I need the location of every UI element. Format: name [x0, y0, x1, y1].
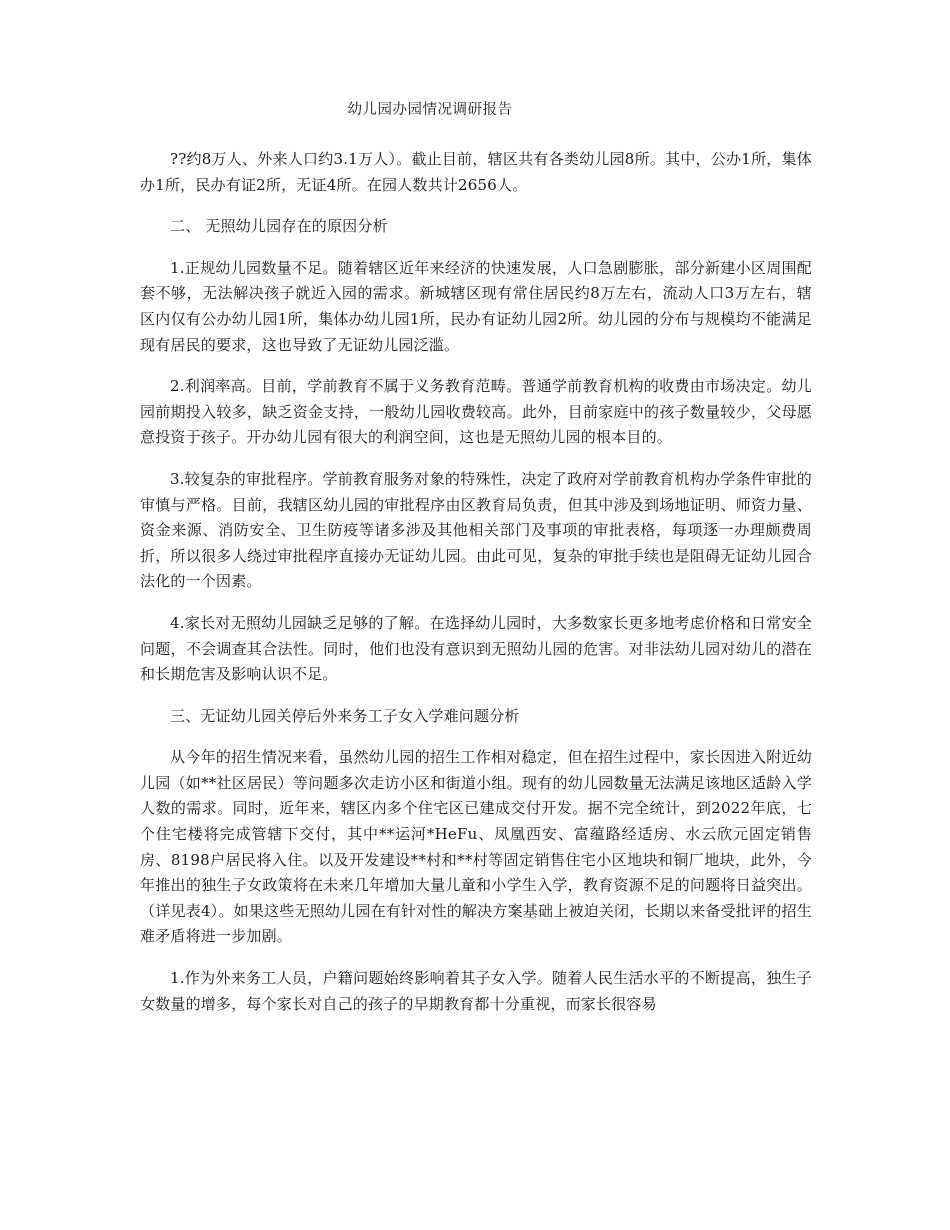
section-heading-enrollment: 三、无证幼儿园关停后外来务工子女入学难问题分析: [170, 706, 520, 725]
paragraph-population-summary: ??约8万人、外来人口约3.1万人）。截止目前，辖区共有各类幼儿园8所。其中，公办1所，集体办1所，民办有证2所，无证4所。在园人数共计2656人。: [140, 150, 812, 194]
section-heading-causes: 二、 无照幼儿园存在的原因分析: [170, 217, 388, 236]
paragraph-cause-4: 4.家长对无照幼儿园缺乏足够的了解。在选择幼儿园时，大多数家长更多地考虑价格和日常安全问题，不会调查其合法性。同时，他们也没有意识到无照幼儿园的危害。对非法幼儿园对幼儿的潜在和长期危害及影响认识不足。: [140, 613, 812, 684]
document-title: 幼儿园办园情况调研报告: [347, 102, 513, 118]
paragraph-cause-3: 3.较复杂的审批程序。学前教育服务对象的特殊性，决定了政府对学前教育机构办学条件审批的审慎与严格。目前，我辖区幼儿园的审批程序由区教育局负责，但其中涉及到场地证明、师资力量、资金来源、消防安全、卫生防疫等诸多涉及其他相关部门及事项的审批表格，每项逐一办理颇费周折，所以很多人绕过审批程序直接办无证幼儿园。由此可见，复杂的审批手续也是阻碍无证幼儿园合法化的一个因素。: [140, 469, 812, 591]
paragraph-migrant-workers: 1.作为外来务工人员，户籍问题始终影响着其子女入学。随着人民生活水平的不断提高，独生子女数量的增多，每个家长对自己的孩子的早期教育都十分重视，而家长很容易: [140, 969, 812, 1013]
paragraph-enrollment-analysis: 从今年的招生情况来看，虽然幼儿园的招生工作相对稳定，但在招生过程中，家长因进入附近幼儿园（如**社区居民）等问题多次走访小区和街道小组。现有的幼儿园数量无法满足该地区适龄入学人数的需求。同时，近年来，辖区内多个住宅区已建成交付开发。据不完全统计，到2022年底，七个住宅楼将完成管辖下交付，其中**运河*HeFu、凤凰西安、富蕴路经适房、水云欣元固定销售房、8198户居民将入住。以及开发建设**村和**村等固定销售住宅小区地块和铜厂地块，此外，今年推出的独生子女政策将在未来几年增加大量儿童和小学生入学，教育资源不足的问题将日益突出。（详见表4）。如果这些无照幼儿园在有针对性的解决方案基础上被迫关闭，长期以来备受批评的招生难矛盾将进一步加剧。: [140, 748, 812, 946]
document-body: [140, 147, 812, 1033]
paragraph-cause-1: 1.正规幼儿园数量不足。随着辖区近年来经济的快速发展，人口急剧膨胀，部分新建小区周围配套不够，无法解决孩子就近入园的需求。新城辖区现有常住居民约8万左右，流动人口3万左右，辖区内仅有公办幼儿园1所，集体办幼儿园1所，民办有证幼儿园2所。幼儿园的分布与规模均不能满足现有居民的要求，这也导致了无证幼儿园泛滥。: [140, 258, 812, 354]
paragraph-cause-2: 2.利润率高。目前，学前教育不属于义务教育范畴。普通学前教育机构的收费由市场决定。幼儿园前期投入较多，缺乏资金支持，一般幼儿园收费较高。此外，目前家庭中的孩子数量较少，父母愿意投资于孩子。开办幼儿园有很大的利润空间，这也是无照幼儿园的根本目的。: [140, 377, 812, 447]
